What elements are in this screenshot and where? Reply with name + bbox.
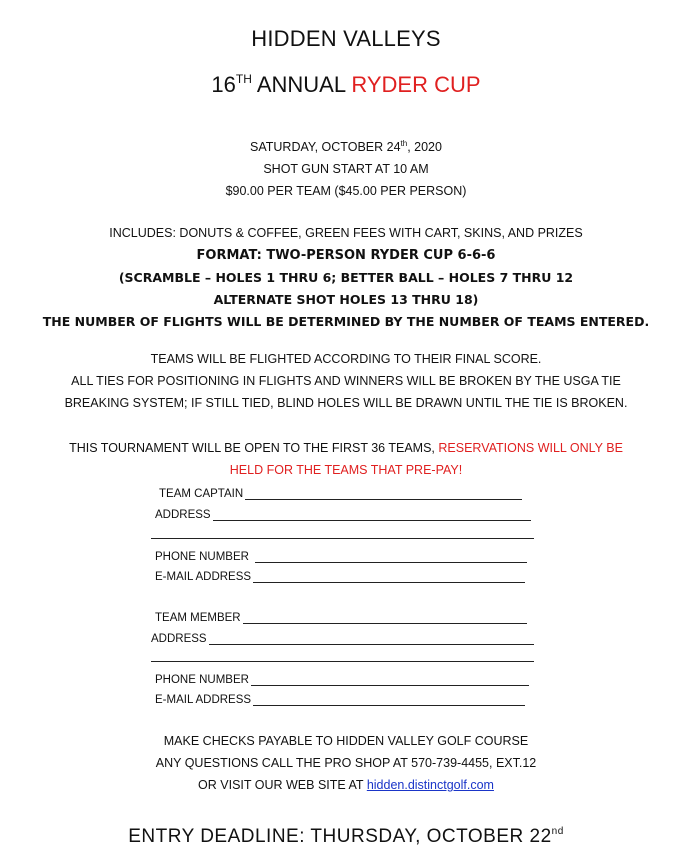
captain-address-label: ADDRESS: [155, 509, 211, 521]
format-line: THE NUMBER OF FLIGHTS WILL BE DETERMINED BY THE NUMBER OF TEAMS ENTERED.: [42, 314, 650, 329]
captain-email-field: [155, 565, 525, 583]
team-captain-label: TEAM CAPTAIN: [159, 488, 244, 500]
member-address-input-line[interactable]: [209, 632, 534, 645]
team-member-label: TEAM MEMBER: [155, 612, 241, 624]
captain-phone-label: PHONE NUMBER: [155, 551, 249, 563]
flight-rules: [0, 348, 692, 414]
edition-number: 16: [211, 72, 236, 97]
page-title: HIDDEN VALLEYS: [251, 26, 441, 51]
member-address-label: ADDRESS: [151, 633, 207, 645]
member-email-field: [155, 688, 525, 706]
member-phone-input-line[interactable]: [251, 673, 529, 686]
pro-shop-contact: ANY QUESTIONS CALL THE PRO SHOP AT 570-739-4455, EXT.12: [155, 756, 537, 770]
entry-deadline: ENTRY DEADLINE: THURSDAY, OCTOBER 22nd: [128, 826, 564, 847]
website-link[interactable]: hidden.distinctgolf.com: [366, 778, 494, 792]
member-phone-field: [155, 668, 529, 686]
rules-line: ALL TIES FOR POSITIONING IN FLIGHTS AND WINNERS WILL BE BROKEN BY THE USGA TIE: [71, 374, 621, 388]
rules-line: TEAMS WILL BE FLIGHTED ACCORDING TO THEIR FINAL SCORE.: [150, 352, 542, 366]
rules-line: BREAKING SYSTEM; IF STILL TIED, BLIND HOLES WILL BE DRAWN UNTIL THE TIE IS BROKEN.: [64, 396, 628, 410]
prepay-notice: HELD FOR THE TEAMS THAT PRE-PAY!: [229, 463, 463, 477]
event-name: RYDER CUP: [351, 72, 481, 97]
member-address-field: [151, 627, 534, 645]
entry-price: $90.00 PER TEAM ($45.00 PER PERSON): [225, 184, 467, 198]
checks-payable: MAKE CHECKS PAYABLE TO HIDDEN VALLEY GOLF COURSE: [163, 734, 529, 748]
payment-info: [0, 730, 692, 796]
team-captain-input-line[interactable]: [245, 487, 522, 500]
member-address-line-2[interactable]: [151, 661, 534, 662]
captain-email-input-line[interactable]: [253, 570, 525, 583]
edition-suffix: TH: [235, 72, 252, 86]
member-email-input-line[interactable]: [253, 693, 525, 706]
team-member-input-line[interactable]: [243, 611, 527, 624]
event-date: SATURDAY, OCTOBER 24th, 2020: [250, 139, 442, 154]
captain-phone-input-line[interactable]: [255, 550, 527, 563]
captain-address-input-line[interactable]: [213, 508, 531, 521]
reservation-notice: RESERVATIONS WILL ONLY BE: [438, 441, 623, 455]
open-notice: [0, 437, 692, 481]
captain-phone-field: [155, 545, 527, 563]
annual-word: ANNUAL: [256, 72, 346, 97]
captain-address-field: [155, 503, 531, 521]
format-line: FORMAT: TWO-PERSON RYDER CUP 6-6-6: [196, 248, 496, 263]
start-time: SHOT GUN START AT 10 AM: [263, 162, 429, 176]
member-phone-label: PHONE NUMBER: [155, 674, 249, 686]
format-line: (SCRAMBLE – HOLES 1 THRU 6; BETTER BALL – HOLES 7 THRU 12: [118, 270, 574, 285]
team-captain-field: [159, 482, 522, 500]
event-subtitle: [0, 72, 692, 98]
event-details: [0, 133, 692, 202]
captain-address-line-2[interactable]: [151, 538, 534, 539]
captain-email-label: E-MAIL ADDRESS: [155, 571, 252, 583]
format-line: ALTERNATE SHOT HOLES 13 THRU 18): [213, 292, 479, 307]
open-notice-text: THIS TOURNAMENT WILL BE OPEN TO THE FIRST 36 TEAMS,: [69, 441, 439, 455]
format-section: [0, 245, 692, 333]
member-email-label: E-MAIL ADDRESS: [155, 694, 252, 706]
includes-text: INCLUDES: DONUTS & COFFEE, GREEN FEES WITH CART, SKINS, AND PRIZES: [109, 226, 583, 240]
team-member-field: [155, 606, 527, 624]
website-line: OR VISIT OUR WEB SITE AT hidden.distinctgolf.com: [198, 778, 494, 792]
